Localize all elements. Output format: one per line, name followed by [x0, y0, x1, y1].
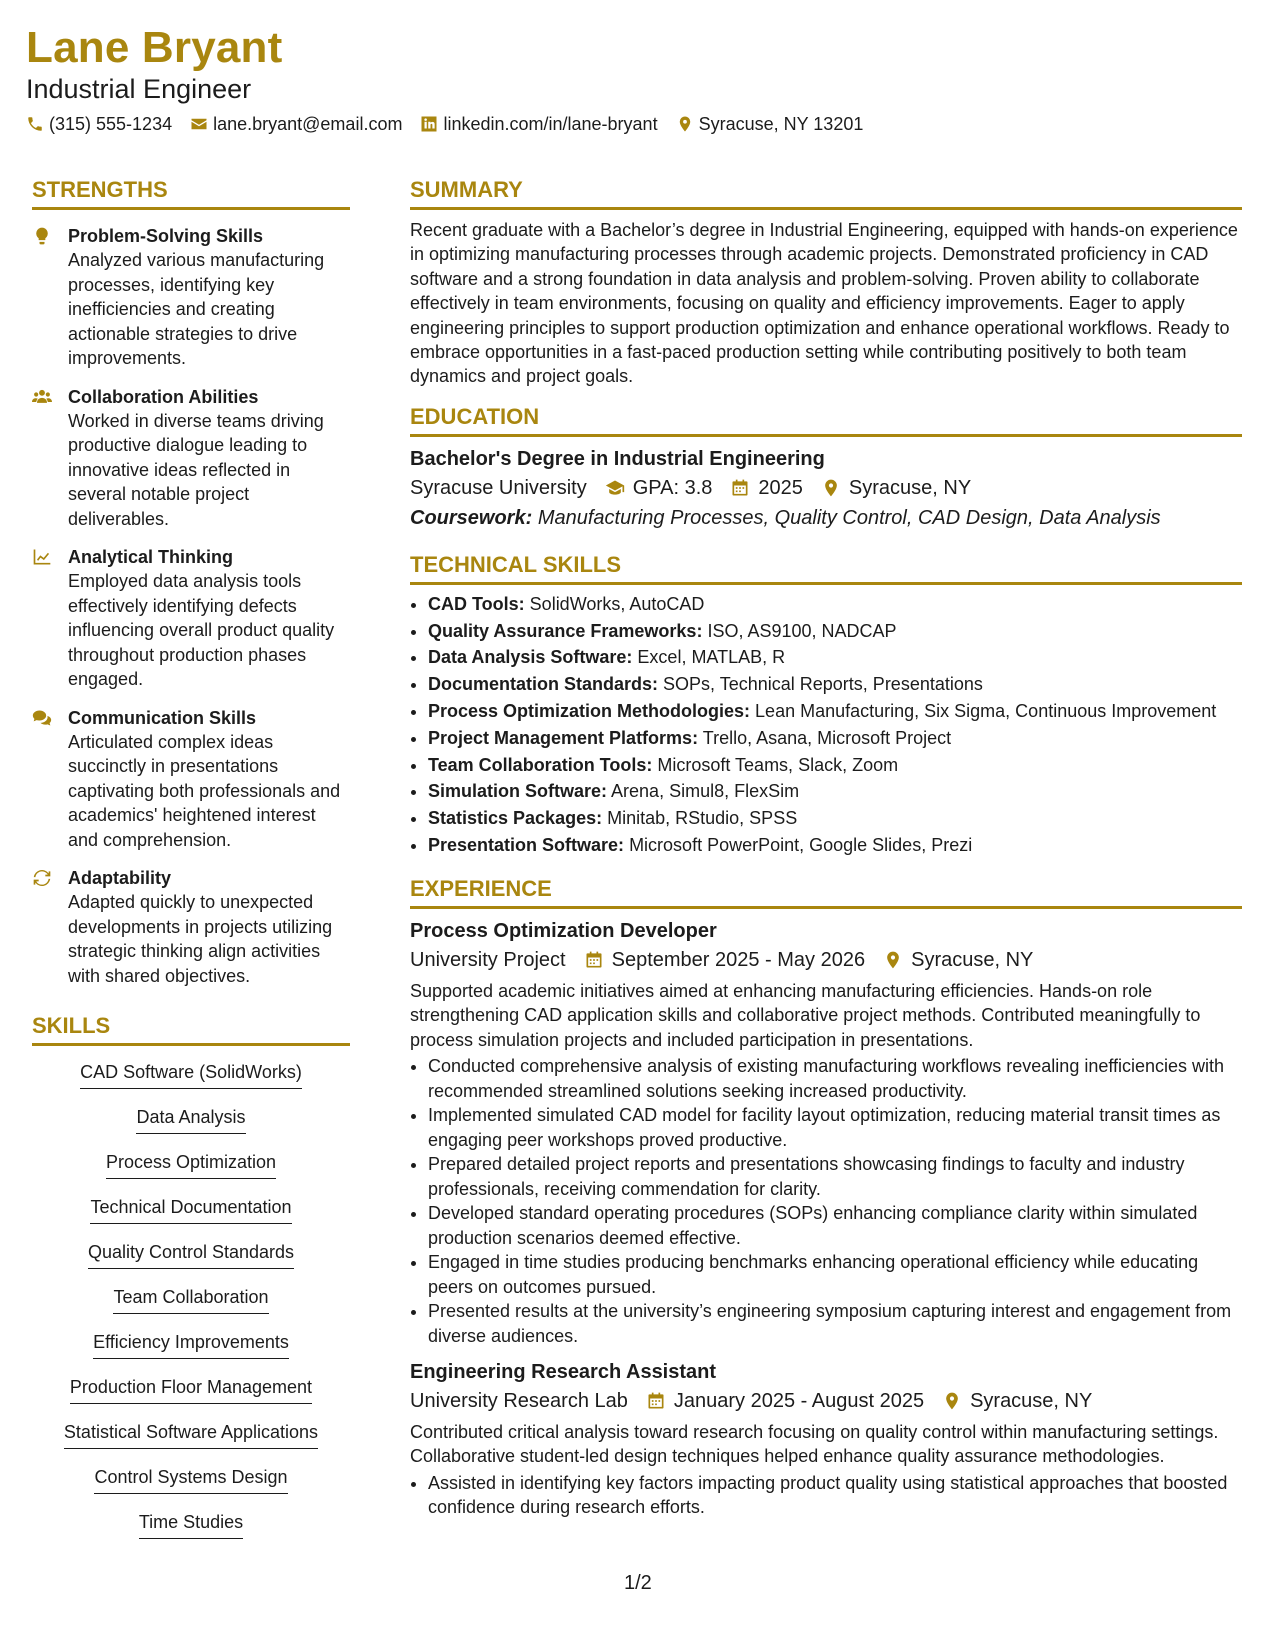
list-item: • Project Management Platforms: Trello, Asana, Microsoft Project — [428, 725, 1242, 752]
candidate-name: Lane Bryant — [26, 23, 283, 72]
strength-item — [32, 545, 350, 692]
education-meta — [410, 473, 1242, 503]
linkedin-icon — [420, 115, 438, 133]
linkedin-text[interactable]: linkedin.com/in/lane-bryant — [443, 114, 658, 134]
strength-name: Adaptability — [68, 868, 172, 888]
skill-tag: Process Optimization — [106, 1150, 276, 1179]
location-text: Syracuse, NY 13201 — [698, 114, 864, 134]
skills-list — [32, 1060, 350, 1555]
education-entry — [410, 445, 1242, 533]
comments-icon — [32, 708, 52, 728]
left-column — [32, 176, 350, 1555]
strengths-heading: STRENGTHS — [32, 176, 350, 210]
strength-desc: Adapted quickly to unexpected developments in projects utilizing strategic thinking align activities with shared objectives. — [68, 892, 333, 986]
map-pin-icon — [821, 478, 841, 498]
graduation-cap-icon — [605, 478, 625, 498]
list-item: • Data Analysis Software: Excel, MATLAB, R — [428, 644, 1242, 671]
strength-name: Collaboration Abilities — [68, 386, 259, 407]
skill-tag: Quality Control Standards — [88, 1240, 294, 1269]
list-item: • Engaged in time studies producing benchmarks enhancing operational efficiency while educating peers on outcomes pursued. — [428, 1250, 1242, 1299]
strength-item — [32, 706, 350, 853]
list-item: • Implemented simulated CAD model for facility layout optimization, reducing material transit times as engaging peer workshops proved productive. — [428, 1103, 1242, 1152]
list-item: • Process Optimization Methodologies: Lean Manufacturing, Six Sigma, Continuous Improvement — [428, 698, 1242, 725]
experience-heading: EXPERIENCE — [410, 875, 1242, 909]
list-item: • Presentation Software: Microsoft PowerPoint, Google Slides, Prezi — [428, 832, 1242, 859]
technical-skills-list — [410, 591, 1242, 859]
contact-linkedin[interactable] — [420, 112, 657, 136]
skill-tag: Control Systems Design — [94, 1465, 287, 1494]
list-item: • Team Collaboration Tools: Microsoft Teams, Slack, Zoom — [428, 752, 1242, 779]
calendar-icon — [584, 950, 604, 970]
summary-heading: SUMMARY — [410, 176, 1242, 210]
coursework-label: Coursework: — [410, 506, 533, 529]
experience-entry — [410, 917, 1242, 1348]
job-bullets — [410, 1471, 1242, 1520]
envelope-icon — [190, 115, 208, 133]
job-org: University Project — [410, 948, 566, 971]
strength-name: Analytical Thinking — [68, 547, 234, 567]
phone-text: (315) 555-1234 — [49, 114, 173, 134]
technical-skills-heading: TECHNICAL SKILLS — [410, 551, 1242, 585]
job-dates: September 2025 - May 2026 — [611, 948, 866, 971]
job-summary: Contributed critical analysis toward research focusing on quality control within manufacturing settings. Collaborative student-led design techniques helped enhance quality assurance methodologies. — [410, 1422, 1219, 1467]
summary-text: Recent graduate with a Bachelor’s degree in Industrial Engineering, equipped with hands-on experience in optimizing manufacturing processes through academic projects. Demonstrated proficiency in CAD software and a strong foundation in data analysis and problem-solving. Proven ability to collaborate effectively in team environments, focusing on quality and efficiency improvements. Eager to apply engineering principles to support production optimization and enhance operational workflows. Ready to embrace opportunities in a fast-paced production setting while contributing positively to both team dynamics and project goals. — [410, 220, 1238, 387]
skill-tag: CAD Software (SolidWorks) — [80, 1060, 302, 1089]
education-heading: EDUCATION — [410, 403, 1242, 437]
experience-entry — [410, 1358, 1242, 1520]
email-text[interactable]: lane.bryant@email.com — [213, 114, 403, 134]
job-summary: Supported academic initiatives aimed at enhancing manufacturing efficiencies. Hands-on role strengthening CAD application skills and collaborative project methods. Contributed meaningfully to process simulation projects and included participation in presentations. — [410, 980, 1201, 1050]
skill-tag: Time Studies — [139, 1510, 243, 1539]
refresh-icon — [32, 868, 52, 888]
calendar-icon — [646, 1391, 666, 1411]
list-item: • Quality Assurance Frameworks: ISO, AS9100, NADCAP — [428, 618, 1242, 645]
strength-item — [32, 385, 350, 532]
school-location: Syracuse, NY — [848, 476, 972, 499]
calendar-icon — [730, 478, 750, 498]
list-item: • Conducted comprehensive analysis of existing manufacturing workflows revealing inefficiencies with recommended streamlined solutions seeking increased productivity. — [428, 1054, 1242, 1103]
strength-item — [32, 224, 350, 371]
list-item: • Developed standard operating procedures (SOPs) enhancing compliance clarity within simulated production scenarios deemed effective. — [428, 1201, 1242, 1250]
list-item: • Simulation Software: Arena, Simul8, FlexSim — [428, 778, 1242, 805]
strength-name: Communication Skills — [68, 707, 257, 728]
skill-tag: Efficiency Improvements — [93, 1330, 289, 1359]
list-item: • Assisted in identifying key factors impacting product quality using statistical approaches that boosted confidence during research efforts. — [428, 1471, 1242, 1520]
users-icon — [32, 387, 52, 407]
job-location: Syracuse, NY — [911, 948, 1034, 971]
list-item: • Documentation Standards: SOPs, Technical Reports, Presentations — [428, 671, 1242, 698]
chart-line-icon — [32, 547, 52, 567]
gpa-text: GPA: 3.8 — [632, 476, 713, 499]
coursework-line — [410, 503, 1242, 533]
job-org: University Research Lab — [410, 1390, 628, 1413]
skill-tag: Data Analysis — [136, 1105, 245, 1134]
strength-desc: Articulated complex ideas succinctly in presentations captivating both professionals and academics' heightened interest and comprehension. — [68, 731, 341, 850]
page-number: 1/2 — [624, 1572, 652, 1594]
job-dates: January 2025 - August 2025 — [673, 1390, 925, 1413]
degree-title: Bachelor's Degree in Industrial Engineering — [410, 447, 825, 470]
skill-tag: Production Floor Management — [70, 1375, 312, 1404]
strength-item — [32, 866, 350, 988]
job-meta — [410, 945, 1242, 975]
skill-tag: Statistical Software Applications — [64, 1420, 318, 1449]
job-bullets — [410, 1054, 1242, 1348]
skill-tag: Team Collaboration — [113, 1285, 268, 1314]
list-item: • Presented results at the university’s engineering symposium capturing interest and engagement from diverse audiences. — [428, 1299, 1242, 1348]
school-name: Syracuse University — [410, 476, 587, 499]
strength-name: Problem-Solving Skills — [68, 226, 264, 246]
coursework-list: Manufacturing Processes, Quality Control, CAD Design, Data Analysis — [537, 506, 1161, 529]
strength-desc: Employed data analysis tools effectively identifying defects influencing overall product quality throughout production phases engaged. — [68, 571, 335, 689]
skill-tag: Technical Documentation — [90, 1195, 291, 1224]
lightbulb-icon — [32, 226, 52, 246]
contact-bar — [26, 112, 863, 136]
list-item: • Statistics Packages: Minitab, RStudio, SPSS — [428, 805, 1242, 832]
strength-desc: Worked in diverse teams driving productive dialogue leading to innovative ideas reflected in several notable project deliverables. — [68, 410, 324, 529]
job-meta — [410, 1386, 1242, 1416]
map-pin-icon — [676, 115, 694, 133]
map-pin-icon — [942, 1391, 962, 1411]
list-item: • Prepared detailed project reports and presentations showcasing findings to faculty and industry professionals, receiving commendation for clarity. — [428, 1152, 1242, 1201]
contact-phone — [26, 112, 172, 136]
contact-email[interactable] — [190, 112, 402, 136]
job-title: Engineering Research Assistant — [410, 1361, 717, 1384]
right-column — [410, 176, 1242, 1520]
map-pin-icon — [883, 950, 903, 970]
list-item: • CAD Tools: SolidWorks, AutoCAD — [428, 591, 1242, 618]
job-title: Process Optimization Developer — [410, 919, 717, 942]
job-location: Syracuse, NY — [970, 1390, 1093, 1413]
skills-heading: SKILLS — [32, 1012, 350, 1046]
candidate-title: Industrial Engineer — [26, 74, 252, 104]
contact-location — [676, 112, 864, 136]
graduation-year: 2025 — [758, 476, 803, 499]
strength-desc: Analyzed various manufacturing processes, identifying key inefficiencies and creating actionable strategies to drive improvements. — [68, 250, 325, 368]
phone-icon — [26, 115, 44, 133]
